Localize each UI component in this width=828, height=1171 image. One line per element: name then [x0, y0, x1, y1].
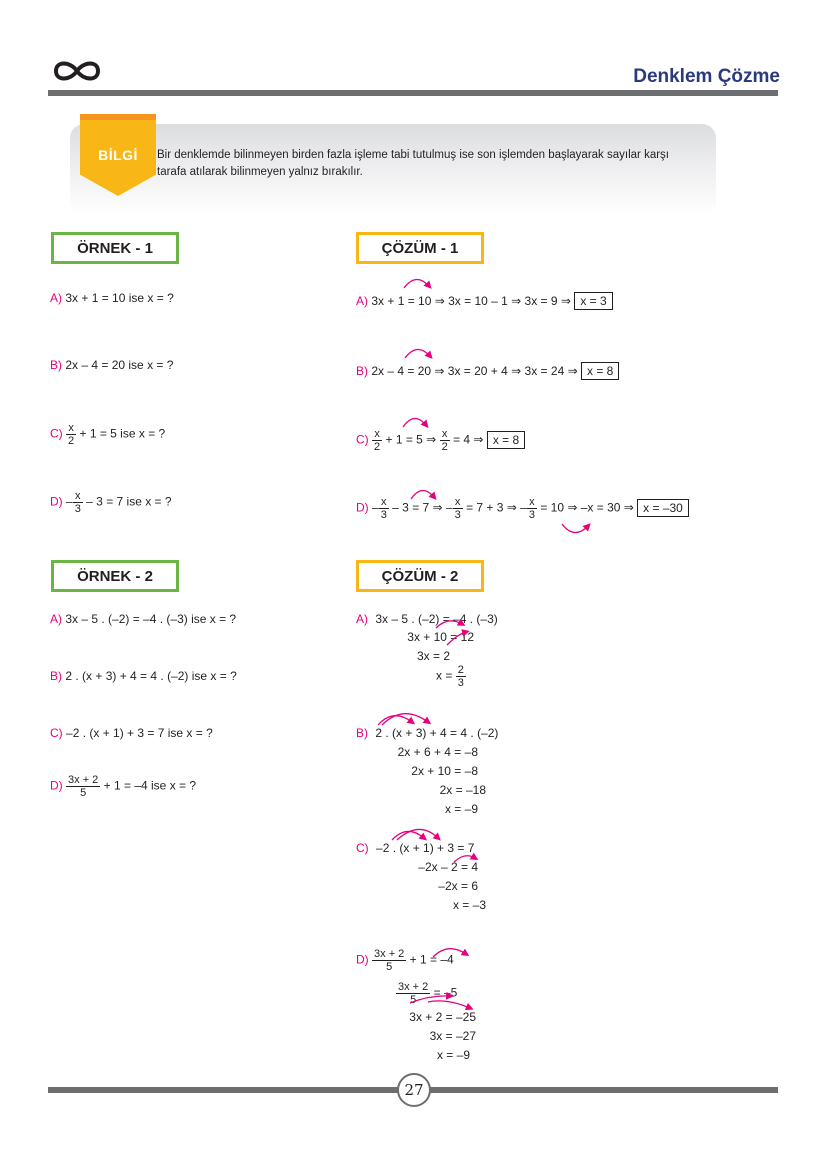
item-label: D) [50, 778, 63, 793]
page-number: 27 [397, 1073, 431, 1107]
solution2-a-line3: 3x = 2 [416, 649, 450, 663]
solution-text: – 3 = 7 ⇒ – [392, 500, 453, 515]
item-label: A) [356, 612, 368, 626]
arrow-icon [403, 418, 426, 427]
solution-text: + 1 = 5 ⇒ [385, 432, 437, 447]
info-text: Bir denklemde bilinmeyen birden fazla işleme tabi tutulmuş ise son işlemden başlayarak sayılar karşı tarafa atılarak bilinmeyen yalnız bırakılır. [157, 149, 669, 178]
info-label: BİLGİ [98, 147, 138, 163]
question-text: + 1 = –4 ise x = ? [103, 778, 197, 793]
fraction: $\frac{x}{2}$ [441, 428, 448, 453]
fraction: $\frac{3x + 2}{5}$ [398, 981, 429, 1006]
solution2-c-line1: C) –2 . (x + 1) + 3 = 7 [356, 841, 475, 855]
fraction: $\frac{2}{3}$ [457, 664, 464, 689]
example1-header: ÖRNEK - 1 [51, 232, 179, 264]
solution2-c-line4: x = –3 [452, 898, 486, 912]
item-label: C) [50, 426, 63, 441]
arrow-icon [378, 716, 412, 725]
question-text: 3x + 1 = 10 ise x = ? [65, 291, 174, 305]
answer-box: x = –30 [637, 499, 689, 517]
item-label: C) [50, 726, 63, 740]
item-label: D) [356, 500, 369, 515]
item-label: D) [356, 952, 369, 967]
solution2-a-line1: A) 3x – 5 . (–2) = –4 . (–3) [356, 612, 498, 626]
solution-text: = 4 ⇒ [453, 432, 484, 447]
example2-b [50, 669, 237, 683]
solution2-c-line3: –2x = 6 [438, 879, 478, 893]
item-label: A) [50, 291, 62, 305]
solution1-d: D) – $\frac{x}{3}$ – 3 = 7 ⇒ – $\frac{x}{3}$ = 7 + 3 ⇒ – $\frac{x}{3}$ = 10 ⇒ –x = 30 ⇒ x = –30 [356, 496, 689, 521]
item-label: B) [356, 364, 368, 378]
arrow-icon [397, 829, 438, 840]
item-label: A) [50, 612, 62, 626]
example1-b [50, 358, 173, 372]
question-text: 2 . (x + 3) + 4 = 4 . (–2) ise x = ? [65, 669, 237, 683]
solution2-header: ÇÖZÜM - 2 [356, 560, 484, 592]
solution1-a [356, 294, 613, 308]
infinity-logo-icon [50, 58, 104, 84]
question-text: 3x – 5 . (–2) = –4 . (–3) ise x = ? [65, 612, 237, 626]
solution2-d-line3: 3x + 2 = –25 [409, 1010, 476, 1024]
solution2-d-line2: $\frac{3x + 2}{5}$ = –5 [398, 981, 458, 1006]
solution1-c [356, 428, 525, 453]
solution2-d-line4: 3x = –27 [429, 1029, 476, 1043]
example1-a [50, 291, 174, 305]
solution-text: 2x – 4 = 20 ⇒ 3x = 20 + 4 ⇒ 3x = 24 ⇒ [371, 364, 578, 378]
example2-d [50, 774, 196, 799]
answer-box: x = 8 [487, 431, 525, 449]
item-label: B) [50, 669, 62, 683]
item-label: D) [50, 494, 63, 509]
example1-d: D) – $\frac{x}{3}$ – 3 = 7 ise x = ? [50, 490, 172, 515]
solution2-a-line2: 3x + 10 = 12 [407, 630, 474, 644]
solution2-c-line2: –2x – 2 = 4 [418, 860, 478, 874]
arrow-icon [562, 524, 588, 533]
fraction: $\frac{x}{3}$ [528, 496, 535, 521]
fraction: $\frac{3x + 2}{5}$ [68, 774, 99, 799]
question-text: + 1 = 5 ise x = ? [79, 426, 166, 441]
arrow-icon [382, 714, 428, 725]
solution2-a-line4: x = $\frac{2}{3}$ [436, 664, 464, 689]
solution1-b [356, 364, 619, 378]
fraction: $\frac{3x + 2}{5}$ [374, 948, 405, 973]
solution2-b-line1: B) 2 . (x + 3) + 4 = 4 . (–2) [356, 726, 499, 740]
fraction: $\frac{x}{2}$ [374, 428, 381, 453]
example2-a [50, 612, 236, 626]
fraction: $\frac{x}{2}$ [68, 422, 75, 447]
solution2-b-line5: x = –9 [444, 802, 478, 816]
fraction: $\frac{x}{3}$ [380, 496, 387, 521]
answer-box: x = 3 [574, 292, 612, 310]
item-label: B) [50, 358, 62, 372]
question-text: 2x – 4 = 20 ise x = ? [65, 358, 174, 372]
arrow-icon [405, 349, 430, 358]
arrow-icon [404, 279, 429, 288]
solution2-d-line5: x = –9 [436, 1048, 470, 1062]
solution-text: 3x + 1 = 10 ⇒ 3x = 10 – 1 ⇒ 3x = 9 ⇒ [371, 294, 571, 308]
page-title: Denklem Çözme [633, 66, 780, 87]
solution2-b-line3: 2x + 10 = –8 [411, 764, 478, 778]
header-divider [48, 90, 778, 96]
question-text: –2 . (x + 1) + 3 = 7 ise x = ? [66, 726, 213, 740]
solution-text: = 7 + 3 ⇒ – [466, 500, 527, 515]
fraction: $\frac{x}{3}$ [454, 496, 461, 521]
solution1-header: ÇÖZÜM - 1 [356, 232, 484, 264]
item-label: C) [356, 432, 369, 447]
solution-text: = 10 ⇒ –x = 30 ⇒ [540, 500, 634, 515]
example1-c [50, 422, 165, 447]
example2-header: ÖRNEK - 2 [51, 560, 179, 592]
example2-c [50, 726, 213, 740]
answer-box: x = 8 [581, 362, 619, 380]
solution2-d-line1: D) $\frac{3x + 2}{5}$ + 1 = –4 [356, 948, 454, 973]
item-label: C) [356, 841, 369, 855]
item-label: A) [356, 294, 368, 308]
question-text: – 3 = 7 ise x = ? [86, 494, 172, 509]
item-label: B) [356, 726, 368, 740]
fraction: $\frac{x}{3}$ [74, 490, 81, 515]
solution2-b-line2: 2x + 6 + 4 = –8 [397, 745, 478, 759]
arrow-icon [392, 831, 424, 840]
solution2-b-line4: 2x = –18 [439, 783, 486, 797]
